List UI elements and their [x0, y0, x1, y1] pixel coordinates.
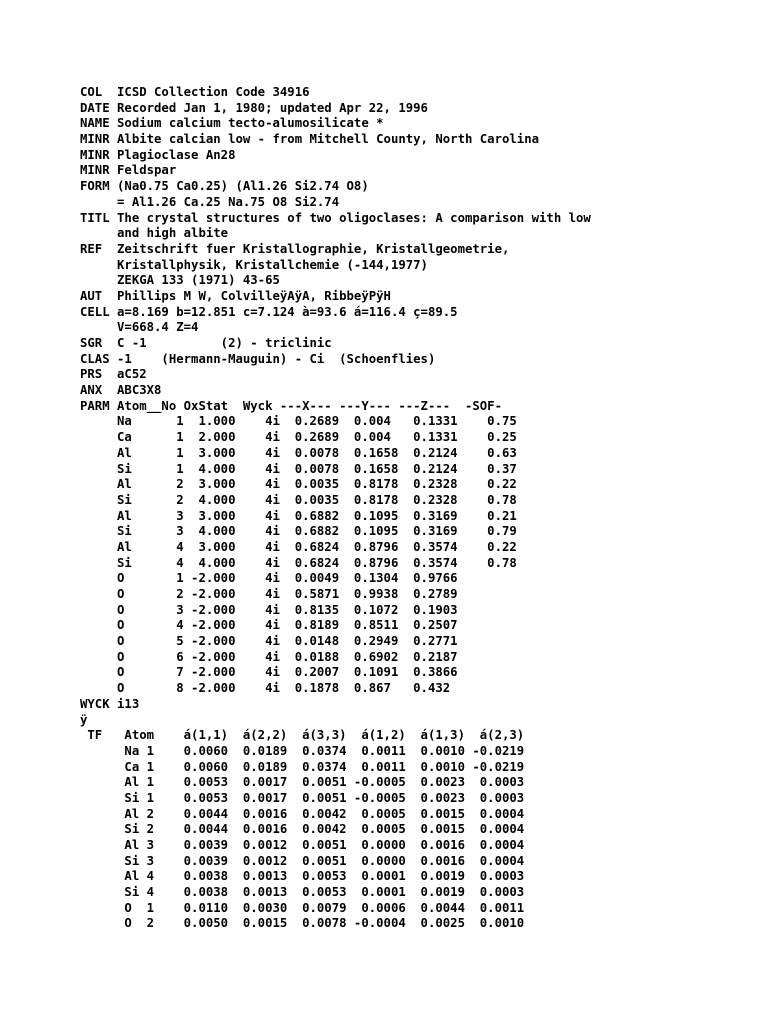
text-line: Al 3 3.000 4i 0.6882 0.1095 0.3169 0.21 [80, 508, 517, 523]
text-line: SGR C -1 (2) - triclinic [80, 336, 332, 350]
text-line: CELL a=8.169 b=12.851 c=7.124 à=93.6 á=116.4 ç=89.5 [80, 304, 458, 319]
text-line: MINR Feldspar [80, 163, 177, 178]
text-line: O 3 -2.000 4i 0.8135 0.1072 0.1903 [80, 602, 458, 617]
text-line: ANX ABC3X8 [80, 383, 162, 398]
text-line: ÿ [80, 712, 88, 727]
text-line: Si 1 0.0053 0.0017 0.0051 -0.0005 0.0023 0.0003 [80, 790, 525, 805]
text-line: MINR Albite calcian low - from Mitchell County, North Carolina [80, 132, 540, 147]
text-line: Si 1 4.000 4i 0.0078 0.1658 0.2124 0.37 [80, 461, 517, 476]
text-line: Al 3 0.0039 0.0012 0.0051 0.0000 0.0016 0.0004 [80, 838, 525, 852]
text-line: Si 4 0.0038 0.0013 0.0053 0.0001 0.0019 0.0003 [80, 885, 525, 900]
text-line: Si 4 4.000 4i 0.6824 0.8796 0.3574 0.78 [80, 555, 517, 570]
text-line: NAME Sodium calcium tecto-alumosilicate * [80, 116, 384, 131]
text-line: Ca 1 0.0060 0.0189 0.0374 0.0011 0.0010 -0.0219 [80, 759, 525, 774]
text-line: REF Zeitschrift fuer Kristallographie, Kristallgeometrie, [80, 241, 510, 256]
text-line: and high albite [80, 226, 229, 241]
text-line: Na 1 1.000 4i 0.2689 0.004 0.1331 0.75 [80, 414, 517, 429]
text-line: Al 2 3.000 4i 0.0035 0.8178 0.2328 0.22 [80, 477, 517, 492]
text-line: O 8 -2.000 4i 0.1878 0.867 0.432 [80, 681, 451, 696]
text-line: O 6 -2.000 4i 0.0188 0.6902 0.2187 [80, 649, 458, 664]
icsd-record-text [80, 85, 591, 932]
text-line: ZEKGA 133 (1971) 43-65 [80, 273, 280, 288]
text-line: Al 1 0.0053 0.0017 0.0051 -0.0005 0.0023 0.0003 [80, 775, 525, 790]
text-line: AUT Phillips M W, ColvilleÿAÿA, RibbeÿPÿH [80, 288, 391, 303]
text-line: MINR Plagioclase An28 [80, 147, 236, 162]
text-line: Na 1 0.0060 0.0189 0.0374 0.0011 0.0010 -0.0219 [80, 743, 525, 758]
text-line: O 1 0.0110 0.0030 0.0079 0.0006 0.0044 0.0011 [80, 900, 525, 915]
text-line: PRS aC52 [80, 367, 147, 382]
text-line: = Al1.26 Ca.25 Na.75 O8 Si2.74 [80, 194, 340, 209]
text-line: PARM Atom__No OxStat Wyck ---X--- ---Y--- ---Z--- -SOF- [80, 398, 502, 413]
text-line: O 7 -2.000 4i 0.2007 0.1091 0.3866 [80, 665, 458, 680]
text-line: O 2 -2.000 4i 0.5871 0.9938 0.2789 [80, 587, 458, 601]
text-line: Al 1 3.000 4i 0.0078 0.1658 0.2124 0.63 [80, 445, 517, 460]
text-line: Kristallphysik, Kristallchemie (-144,1977) [80, 257, 428, 272]
text-line: WYCK i13 [80, 696, 140, 711]
text-line: O 2 0.0050 0.0015 0.0078 -0.0004 0.0025 0.0010 [80, 916, 525, 931]
text-line: TF Atom á(1,1) á(2,2) á(3,3) á(1,2) á(1,3) á(2,3) [80, 728, 525, 743]
text-line: Ca 1 2.000 4i 0.2689 0.004 0.1331 0.25 [80, 430, 517, 445]
text-line: Si 3 4.000 4i 0.6882 0.1095 0.3169 0.79 [80, 524, 517, 539]
text-line: V=668.4 Z=4 [80, 320, 199, 335]
text-line: DATE Recorded Jan 1, 1980; updated Apr 22, 1996 [80, 100, 428, 115]
text-line: TITL The crystal structures of two oligoclases: A comparison with low [80, 210, 591, 225]
text-line: Si 2 0.0044 0.0016 0.0042 0.0005 0.0015 0.0004 [80, 822, 525, 837]
text-line: O 1 -2.000 4i 0.0049 0.1304 0.9766 [80, 571, 458, 586]
text-line: O 4 -2.000 4i 0.8189 0.8511 0.2507 [80, 618, 458, 633]
text-line: CLAS -1 (Hermann-Mauguin) - Ci (Schoenflies) [80, 351, 436, 366]
text-line: Si 2 4.000 4i 0.0035 0.8178 0.2328 0.78 [80, 492, 517, 507]
text-line: Al 4 3.000 4i 0.6824 0.8796 0.3574 0.22 [80, 539, 517, 554]
text-line: Si 3 0.0039 0.0012 0.0051 0.0000 0.0016 0.0004 [80, 853, 525, 868]
text-line: O 5 -2.000 4i 0.0148 0.2949 0.2771 [80, 634, 458, 649]
text-line: Al 2 0.0044 0.0016 0.0042 0.0005 0.0015 0.0004 [80, 806, 525, 821]
text-line: Al 4 0.0038 0.0013 0.0053 0.0001 0.0019 0.0003 [80, 869, 525, 884]
text-line: COL ICSD Collection Code 34916 [80, 85, 310, 99]
text-line: FORM (Na0.75 Ca0.25) (Al1.26 Si2.74 O8) [80, 179, 369, 194]
